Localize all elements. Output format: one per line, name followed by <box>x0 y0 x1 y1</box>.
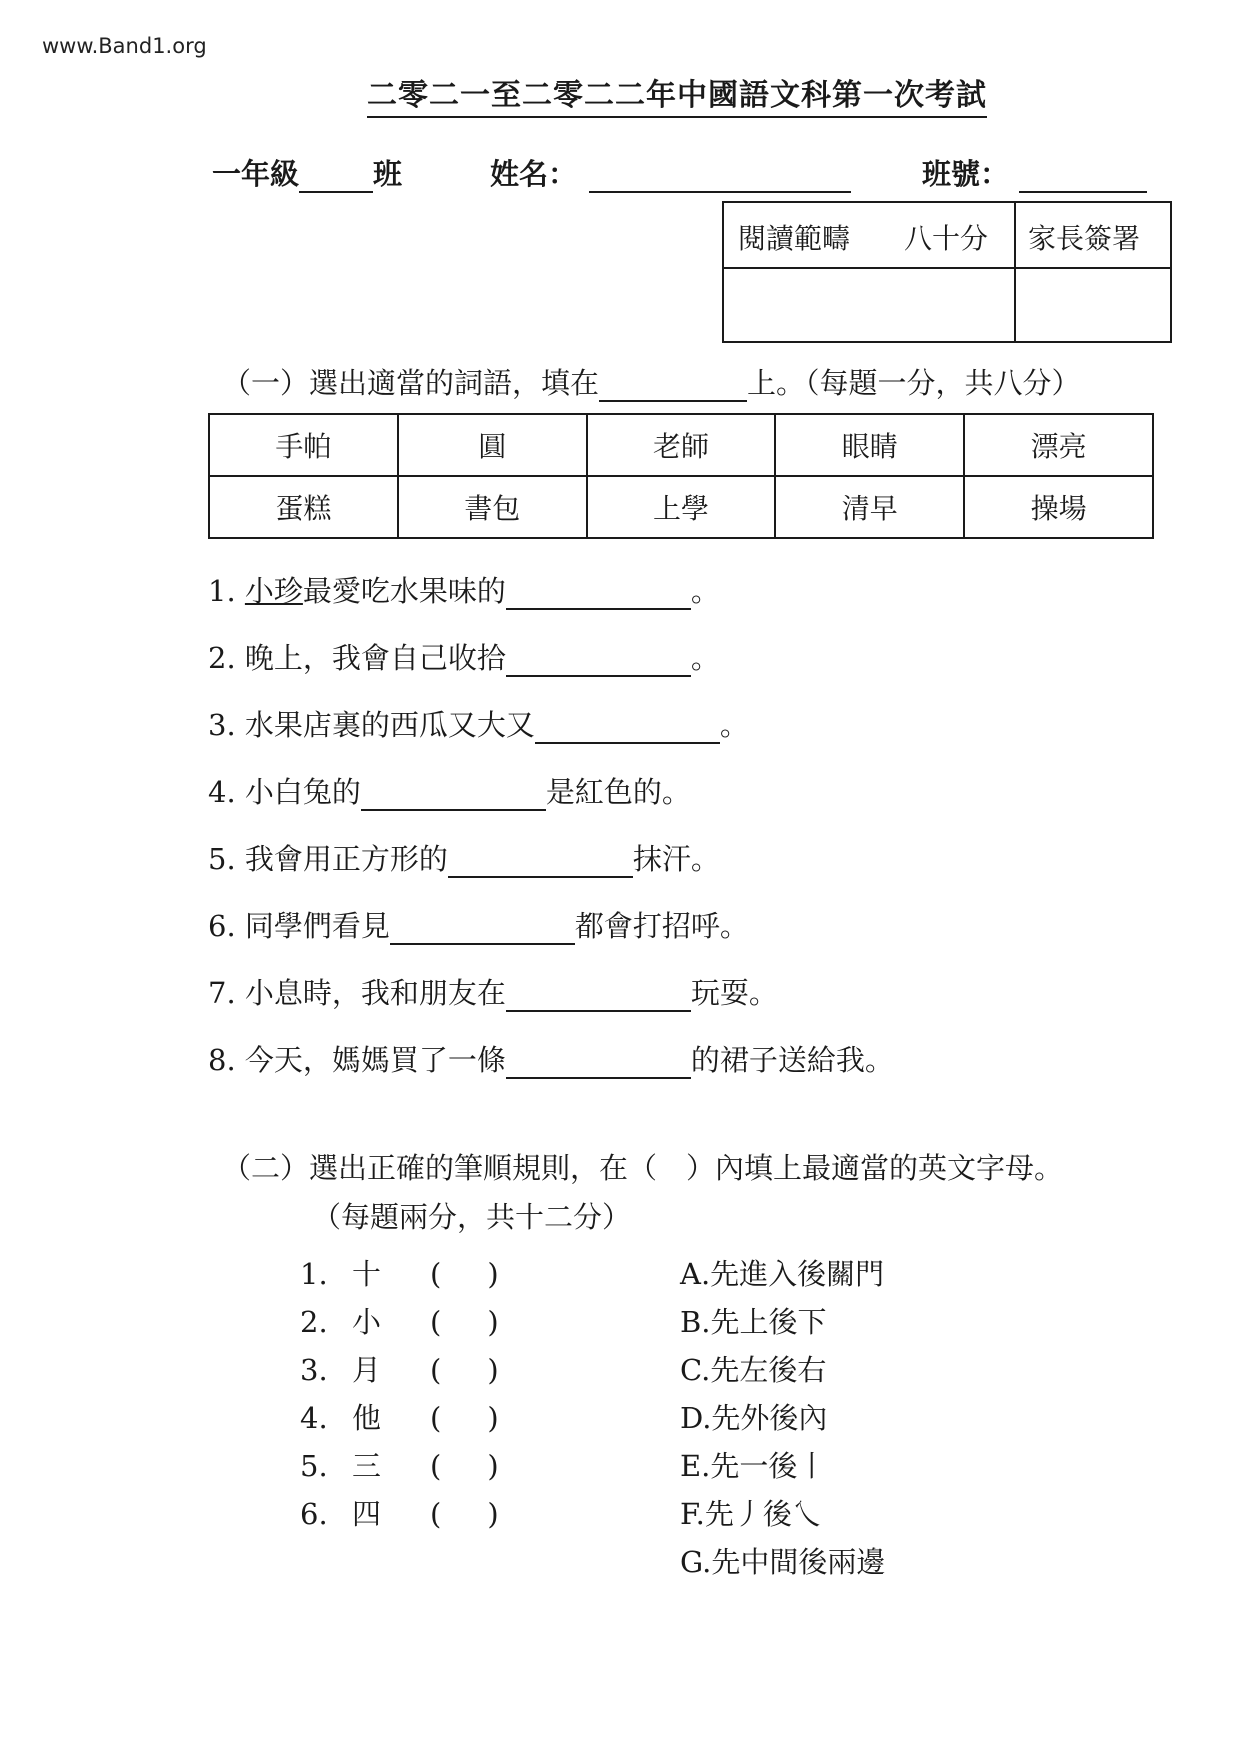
question-3 <box>208 703 749 744</box>
word-cell: 眼睛 <box>775 414 964 476</box>
item-number: 4. <box>300 1401 328 1435</box>
question-number: 6. <box>208 909 236 943</box>
item-character: 三 <box>352 1449 382 1483</box>
word-cell: 書包 <box>398 476 587 538</box>
stroke-item <box>300 1252 499 1300</box>
word-cell: 清早 <box>775 476 964 538</box>
question-number: 3. <box>208 708 236 742</box>
word-cell: 手帕 <box>209 414 398 476</box>
question-text-before: 晚上，我會自己收拾 <box>244 641 506 675</box>
question-text-after: 。 <box>719 708 749 742</box>
number-field <box>922 152 1147 193</box>
item-number: 1. <box>300 1257 328 1291</box>
question-2 <box>208 636 720 677</box>
item-number: 5. <box>300 1449 328 1483</box>
box-divider-vertical <box>1014 203 1016 341</box>
question-text-after: 玩耍。 <box>690 976 778 1010</box>
item-character: 月 <box>352 1353 382 1387</box>
word-bank-row <box>209 476 1153 538</box>
section1-example-blank <box>599 370 747 402</box>
stroke-item <box>300 1492 499 1540</box>
item-number: 2. <box>300 1305 328 1339</box>
question-6 <box>208 904 749 945</box>
parent-signature-label: 家長簽署 <box>1028 222 1141 255</box>
section2-heading: （二）選出正確的筆順規則，在（ ）內填上最適當的英文字母。 <box>222 1151 1064 1185</box>
question-8 <box>208 1038 894 1079</box>
item-number: 6. <box>300 1497 328 1531</box>
stroke-rule: C.先左後右 <box>680 1353 827 1387</box>
question-text-before: 我會用正方形的 <box>244 842 448 876</box>
question-text-after: 。 <box>690 574 720 608</box>
stroke-rule: E.先一後丨 <box>680 1449 827 1483</box>
answer-blank[interactable] <box>506 645 691 677</box>
word-cell: 老師 <box>587 414 776 476</box>
question-number: 4. <box>208 775 236 809</box>
question-text-after: 都會打招呼。 <box>574 909 749 943</box>
answer-blank[interactable] <box>448 846 633 878</box>
word-cell: 圓 <box>398 414 587 476</box>
answer-blank[interactable] <box>535 712 720 744</box>
stroke-item <box>300 1348 499 1396</box>
question-number: 1. <box>208 574 236 608</box>
item-number: 3. <box>300 1353 328 1387</box>
stroke-rule: D.先外後內 <box>680 1401 828 1435</box>
question-number: 5. <box>208 842 236 876</box>
stroke-items-list <box>300 1252 499 1540</box>
question-text-after: 抹汗。 <box>632 842 720 876</box>
section1-heading <box>222 361 1081 402</box>
question-4 <box>208 770 691 811</box>
answer-paren[interactable]: ( ) <box>430 1305 499 1339</box>
stroke-rule: A.先進入後關門 <box>680 1257 885 1291</box>
class-blank[interactable] <box>299 161 373 193</box>
stroke-rule: B.先上後下 <box>680 1305 827 1339</box>
question-1 <box>208 569 720 610</box>
answer-blank[interactable] <box>390 913 575 945</box>
question-number: 8. <box>208 1043 236 1077</box>
answer-paren[interactable]: ( ) <box>430 1401 499 1435</box>
question-text-after: 。 <box>690 641 720 675</box>
exam-title: 二零二一至二零二二年中國語文科第一次考試 <box>367 70 987 118</box>
answer-paren[interactable]: ( ) <box>430 1449 499 1483</box>
question-text-after: 的裙子送給我。 <box>690 1043 894 1077</box>
answer-blank[interactable] <box>506 578 691 610</box>
question-text-before: 今天，媽媽買了一條 <box>244 1043 506 1077</box>
stroke-item <box>300 1300 499 1348</box>
section1-heading-start: （一）選出適當的詞語，填在 <box>222 366 600 400</box>
word-cell: 操場 <box>964 476 1153 538</box>
question-text-before: 水果店裏的西瓜又大又 <box>244 708 535 742</box>
question-number: 2. <box>208 641 236 675</box>
stroke-item <box>300 1444 499 1492</box>
reading-range-label: 閱讀範疇 <box>738 222 851 255</box>
stroke-item <box>300 1396 499 1444</box>
question-text-after: 是紅色的。 <box>545 775 691 809</box>
stroke-rule: G.先中間後兩邊 <box>680 1545 886 1579</box>
question-7 <box>208 971 778 1012</box>
question-text-before: 同學們看見 <box>244 909 390 943</box>
number-blank[interactable] <box>1019 161 1147 193</box>
name-label: 姓名： <box>490 157 578 191</box>
item-character: 四 <box>352 1497 382 1531</box>
answer-blank[interactable] <box>361 779 546 811</box>
name-blank[interactable] <box>589 161 851 193</box>
answer-paren[interactable]: ( ) <box>430 1353 499 1387</box>
question-text-before: 小息時，我和朋友在 <box>244 976 506 1010</box>
question-number: 7. <box>208 976 236 1010</box>
word-cell: 蛋糕 <box>209 476 398 538</box>
item-character: 他 <box>352 1401 382 1435</box>
marks-total: 八十分 <box>904 222 989 255</box>
stroke-rule: F.先丿後乀 <box>680 1497 821 1531</box>
grade-field <box>212 152 402 193</box>
answer-paren[interactable]: ( ) <box>430 1497 499 1531</box>
word-bank-table <box>208 413 1154 539</box>
item-character: 小 <box>352 1305 382 1339</box>
name-field <box>490 152 851 193</box>
answer-blank[interactable] <box>506 1047 691 1079</box>
grade-label: 一年級 <box>212 157 300 191</box>
section1-heading-end: 上。（每題一分，共八分） <box>747 366 1081 400</box>
stroke-rules-list <box>680 1252 885 1588</box>
word-bank-row <box>209 414 1153 476</box>
word-cell: 漂亮 <box>964 414 1153 476</box>
question-text-before: 小白兔的 <box>244 775 361 809</box>
site-watermark: www.Band1.org <box>42 34 207 58</box>
marks-signature-box <box>722 201 1172 343</box>
box-divider-horizontal <box>724 267 1170 269</box>
question-5 <box>208 837 720 878</box>
number-label: 班號： <box>922 157 1010 191</box>
question-proper-name: 小珍 <box>244 574 303 608</box>
section2-subheading: （每題兩分，共十二分） <box>312 1200 632 1234</box>
question-text-before: 最愛吃水果味的 <box>302 574 506 608</box>
answer-blank[interactable] <box>506 980 691 1012</box>
word-cell: 上學 <box>587 476 776 538</box>
class-label: 班 <box>373 157 403 191</box>
parent-signature-field[interactable] <box>1028 275 1164 333</box>
item-character: 十 <box>352 1257 382 1291</box>
answer-paren[interactable]: ( ) <box>430 1257 499 1291</box>
